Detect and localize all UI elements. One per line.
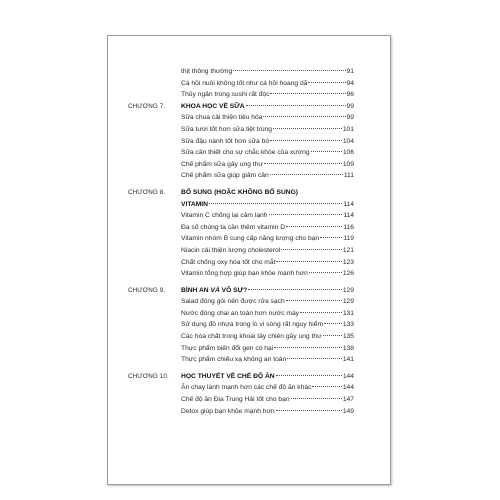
page-number: 126 — [342, 270, 354, 278]
page-number: 119 — [343, 235, 354, 243]
toc-entry — [181, 147, 354, 159]
chapter-number: CHƯƠNG 7. — [128, 102, 166, 110]
dot-leader — [269, 214, 343, 215]
page-number: 104 — [342, 137, 354, 145]
toc-entry-row — [128, 112, 354, 124]
toc-entry-row — [128, 343, 354, 355]
entry-title: Chất chống oxy hóa tốt cho mắt — [181, 258, 276, 266]
dot-leader — [270, 140, 342, 141]
entry-title: Vitamin tổng hợp giúp bạn khỏe mạnh hơn — [181, 270, 308, 278]
dot-leader — [311, 151, 342, 152]
toc-chapter-row — [128, 199, 354, 211]
chapter-number: CHƯƠNG 10. — [128, 372, 169, 380]
dot-leader — [276, 375, 342, 376]
toc-entry-row — [128, 147, 354, 159]
toc-entry-row — [128, 124, 354, 136]
entry-title: BỔ SUNG (HOẶC KHÔNG BỔ SUNG) — [181, 188, 299, 196]
entry-title: Sữa chua cải thiện tiêu hóa — [181, 114, 263, 122]
entry-title: BÌNH AN VÀ VÔ SỰ? — [181, 286, 248, 294]
page-number: 121 — [342, 246, 354, 254]
toc-entry — [181, 285, 354, 297]
entry-title: Chế phẩm sữa gây ung thư — [181, 160, 263, 168]
dot-leader — [248, 289, 342, 290]
toc-entry — [181, 89, 354, 101]
dot-leader — [281, 249, 342, 250]
toc-entry-row — [128, 136, 354, 148]
toc-entry — [181, 78, 354, 90]
toc-entry — [181, 112, 354, 124]
toc-entry — [181, 124, 354, 136]
toc-entry — [181, 159, 354, 171]
toc-entry — [181, 66, 354, 78]
toc-entry-row — [128, 331, 354, 343]
toc-entry — [181, 354, 354, 366]
toc-entry — [181, 233, 354, 245]
page-number: 123 — [342, 258, 354, 266]
page-number: 131 — [342, 309, 354, 317]
entry-title: Detox giúp bạn khỏe mạnh hơn — [181, 407, 275, 415]
dot-leader — [291, 398, 342, 399]
toc-entry-row — [128, 354, 354, 366]
toc-entry — [181, 382, 354, 394]
toc-entry-row — [128, 159, 354, 171]
page-number: 99 — [346, 102, 354, 110]
toc-entry — [181, 187, 354, 199]
dot-leader — [264, 163, 342, 164]
page-number: 116 — [343, 223, 354, 231]
toc-entry — [181, 308, 354, 320]
entry-title: Chế độ ăn Địa Trung Hải tốt cho bạn — [181, 396, 290, 404]
toc-entry-row — [128, 394, 354, 406]
page-number: 129 — [342, 298, 354, 306]
toc-entry — [181, 245, 354, 257]
page-number: 96 — [346, 91, 354, 99]
toc-entry — [181, 394, 354, 406]
page-number: 138 — [342, 344, 354, 352]
dot-leader — [324, 323, 342, 324]
entry-title: Ăn chay lành mạnh hơn các chế độ ăn khác — [181, 384, 312, 392]
toc-entry — [181, 199, 354, 211]
dot-leader — [246, 105, 346, 106]
page-number: 149 — [342, 407, 354, 415]
page-number: 99 — [346, 114, 354, 122]
entry-title: Niacin cải thiện lượng cholesterol — [181, 246, 281, 254]
page-number: 101 — [342, 125, 354, 133]
entry-title: Thủy ngân trong sushi rất độc — [181, 91, 270, 99]
table-of-contents — [128, 66, 354, 417]
dot-leader — [287, 358, 342, 359]
toc-entry — [181, 101, 354, 113]
toc-entry-row — [128, 78, 354, 90]
entry-title: Sữa đậu nành tốt hơn sữa bò — [181, 137, 270, 145]
page-number: 94 — [346, 79, 354, 87]
dot-leader — [308, 82, 345, 83]
entry-title: Các hóa chất trong khoai tây chiên gây ung thư — [181, 333, 322, 341]
toc-entry — [181, 222, 354, 234]
page-number: 111 — [343, 172, 354, 180]
page-number: 144 — [342, 384, 354, 392]
page-number: 144 — [342, 372, 354, 380]
toc-entry — [181, 343, 354, 355]
dot-leader — [312, 386, 341, 387]
toc-entry — [181, 319, 354, 331]
toc-entry-row — [128, 170, 354, 182]
toc-entry-row — [128, 233, 354, 245]
toc-entry-row — [128, 382, 354, 394]
page-number: 129 — [342, 286, 354, 294]
toc-entry-row — [128, 308, 354, 320]
toc-entry-row — [128, 89, 354, 101]
entry-title: Salad đóng gói nên được rửa sạch — [181, 298, 285, 306]
entry-title: Sữa tươi tốt hơn sữa tiệt trùng — [181, 125, 272, 133]
dot-leader — [300, 312, 342, 313]
dot-leader — [270, 93, 345, 94]
toc-entry-row — [128, 222, 354, 234]
toc-entry-row — [128, 319, 354, 331]
dot-leader — [276, 410, 342, 411]
entry-title: HỌC THUYẾT VỀ CHẾ ĐỘ ĂN — [181, 372, 275, 380]
book-page — [107, 35, 391, 485]
dot-leader — [209, 203, 342, 204]
entry-title: Chế phẩm sữa giúp giảm cân — [181, 172, 269, 180]
dot-leader — [276, 261, 341, 262]
toc-entry — [181, 331, 354, 343]
entry-title: Thực phẩm chiếu xạ không an toàn — [181, 356, 287, 364]
dot-leader — [270, 174, 343, 175]
dot-leader — [273, 128, 342, 129]
toc-entry — [181, 268, 354, 280]
dot-leader — [286, 300, 342, 301]
page-number: 106 — [342, 149, 354, 157]
toc-entry — [181, 170, 354, 182]
entry-title: Thực phẩm biến đổi gen có hại — [181, 344, 274, 352]
dot-leader — [286, 226, 342, 227]
toc-entry — [181, 406, 354, 418]
toc-chapter-row — [128, 371, 354, 383]
toc-entry — [181, 136, 354, 148]
entry-title: Sữa cần thiết cho sự chắc khỏe của xương — [181, 149, 310, 157]
dot-leader — [263, 116, 345, 117]
toc-entry-row — [128, 210, 354, 222]
entry-title: Vitamin nhóm B cung cấp năng lượng cho bạn — [181, 235, 320, 243]
toc-chapter-row — [128, 187, 354, 199]
toc-entry-row — [128, 406, 354, 418]
entry-title: Đa số chúng ta cần thêm vitamin D — [181, 223, 286, 231]
entry-title: Nước đóng chai an toàn hơn nước máy — [181, 309, 300, 317]
toc-entry-row — [128, 257, 354, 269]
dot-leader — [323, 335, 342, 336]
page-number: 109 — [342, 160, 354, 168]
entry-title: Cá hồi nuôi không tốt như cá hồi hoang dã — [181, 79, 308, 87]
toc-entry-row — [128, 296, 354, 308]
entry-title: Sử dụng đồ nhựa trong lò vi sóng rất nguy hiểm — [181, 321, 324, 329]
dot-leader — [320, 237, 342, 238]
toc-entry-row — [128, 268, 354, 280]
toc-entry-row — [128, 66, 354, 78]
toc-entry — [181, 371, 354, 383]
toc-entry-row — [128, 245, 354, 257]
entry-title: KHOA HỌC VỀ SỮA — [181, 102, 245, 110]
toc-entry — [181, 210, 354, 222]
dot-leader — [309, 272, 342, 273]
entry-title: VITAMIN — [181, 200, 208, 208]
entry-title: Vitamin C chống lại cảm lạnh — [181, 212, 268, 220]
page-number: 114 — [343, 212, 354, 220]
entry-title: thịt thông thường — [181, 68, 233, 75]
page-number: 91 — [346, 68, 354, 75]
chapter-number: CHƯƠNG 9. — [128, 286, 166, 294]
toc-chapter-row — [128, 101, 354, 113]
toc-entry — [181, 257, 354, 269]
dot-leader — [274, 347, 342, 348]
dot-leader — [233, 70, 345, 71]
toc-entry — [181, 296, 354, 308]
chapter-number: CHƯƠNG 8. — [128, 188, 166, 196]
page-number: 135 — [342, 333, 354, 341]
page-number: 133 — [342, 321, 354, 329]
page-number: 141 — [342, 356, 354, 364]
page-number: 147 — [342, 396, 354, 404]
toc-chapter-row — [128, 285, 354, 297]
page-number: 114 — [343, 200, 354, 208]
